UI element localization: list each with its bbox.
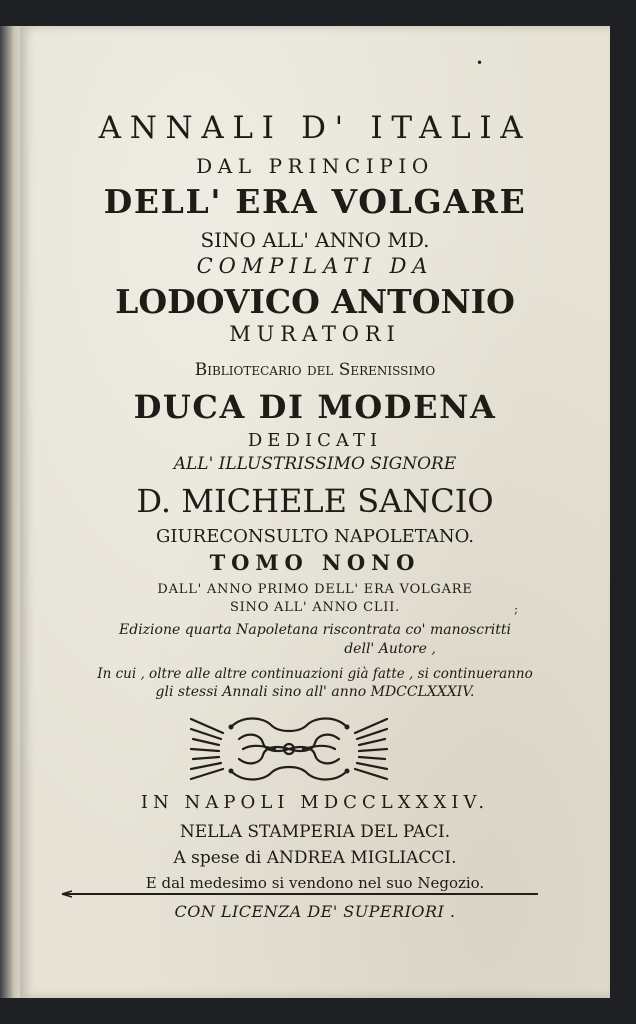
continuation-line: In cui , oltre alle altre continuazioni già fatte , si continueranno [97, 666, 533, 682]
book-spine-edge [0, 26, 20, 998]
continuation-line: gli stessi Annali sino all' anno MDCCLXXXIV. [155, 684, 475, 700]
dedicatee-name: D. MICHELE SANCIO [136, 482, 494, 520]
ink-speck: ; [514, 602, 519, 616]
edition-line: dell' Autore , [344, 641, 436, 657]
title-line: ANNALI D' ITALIA [98, 110, 532, 146]
dedicatee-profession: GIURECONSULTO NAPOLETANO. [155, 526, 474, 547]
horizontal-rule-divider [60, 888, 540, 900]
imprint-printer: NELLA STAMPERIA DEL PACI. [179, 822, 451, 842]
subtitle-line: SINO ALL' ANNO MD. [200, 228, 430, 252]
edition-line: Edizione quarta Napoletana riscontrata co' manoscritti [119, 622, 511, 638]
dedicatee-title: ALL' ILLUSTRISSIMO SIGNORE [173, 454, 457, 474]
imprint-publisher: A spese di ANDREA MIGLIACCI. [173, 848, 457, 868]
subtitle-line: DELL' ERA VOLGARE [103, 182, 527, 221]
printers-ornament-icon [183, 709, 395, 789]
range-line: SINO ALL' ANNO CLII. [229, 600, 401, 615]
author-role: Bibliotecario del Serenissimo [194, 360, 436, 380]
author-name: LODOVICO ANTONIO [115, 282, 515, 321]
range-line: DALL' ANNO PRIMO DELL' ERA VOLGARE [157, 582, 473, 597]
author-surname: MURATORI [229, 322, 401, 346]
imprint-sale-line: E dal medesimo si vendono nel suo Negozio. [145, 874, 485, 892]
subtitle-line: DAL PRINCIPIO [196, 154, 434, 178]
volume-line: TOMO NONO [209, 550, 421, 575]
dedicated-line: DEDICATI [247, 430, 383, 451]
title-page [20, 26, 610, 998]
ink-speck: • [476, 56, 484, 70]
duke-line: DUCA DI MODENA [133, 388, 497, 426]
imprint-city-year: IN NAPOLI MDCCLXXXIV. [140, 792, 490, 813]
license-line: CON LICENZA DE' SUPERIORI . [174, 902, 456, 921]
compiled-by-line: COMPILATI DA [196, 254, 434, 278]
